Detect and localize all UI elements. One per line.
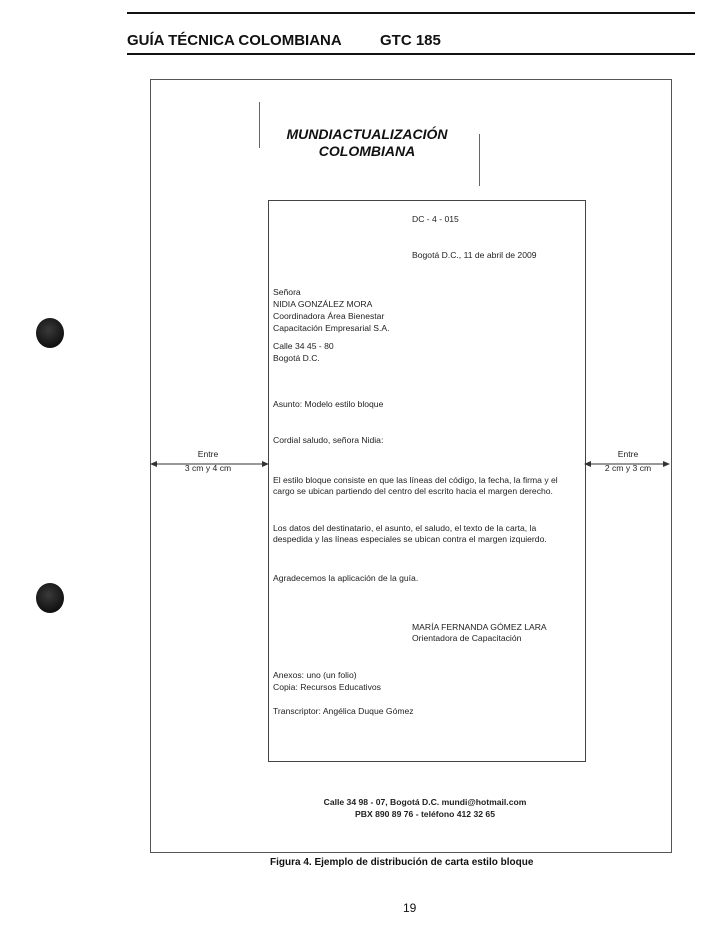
header-bottom-rule <box>127 53 695 55</box>
letter-subject: Asunto: Modelo estilo bloque <box>273 399 384 409</box>
letter-transcriber: Transcriptor: Angélica Duque Gómez <box>273 706 414 716</box>
company-right-bar <box>479 134 480 186</box>
binder-hole-top <box>36 318 64 348</box>
footer-address-line2: PBX 890 89 76 - teléfono 412 32 65 <box>355 809 495 819</box>
footer-address-line1: Calle 34 98 - 07, Bogotá D.C. mundi@hotmail.com <box>323 797 527 807</box>
letter-date: Bogotá D.C., 11 de abril de 2009 <box>412 250 537 260</box>
company-left-bar <box>259 102 260 148</box>
company-footer-address <box>290 796 560 820</box>
signer-position: Orientadora de Capacitación <box>412 633 522 643</box>
right-margin-label <box>588 449 668 473</box>
header-top-rule <box>127 12 695 14</box>
header-code: GTC 185 <box>380 32 441 49</box>
letter-copy: Copia: Recursos Educativos <box>273 682 381 692</box>
letter-paragraph-2: Los datos del destinatario, el asunto, el saludo, el texto de la carta, la despedida y las líneas especiales se ubican contra el margen izquierdo. <box>273 523 547 544</box>
company-name-line1: MUNDIACTUALIZACIÓN <box>286 126 448 142</box>
figure-caption: Figura 4. Ejemplo de distribución de carta estilo bloque <box>270 857 534 868</box>
company-name <box>262 126 472 160</box>
letter-greeting: Cordial saludo, señora Nidia: <box>273 435 384 445</box>
recipient-title: Señora <box>273 287 301 297</box>
left-margin-label-line1: Entre <box>197 449 219 459</box>
recipient-city: Bogotá D.C. <box>273 353 320 363</box>
page-number: 19 <box>403 901 417 915</box>
letter-code: DC - 4 - 015 <box>412 214 459 224</box>
recipient-name: NIDIA GONZÁLEZ MORA <box>273 299 373 309</box>
left-margin-label-line2: 3 cm y 4 cm <box>184 463 232 473</box>
right-margin-label-line1: Entre <box>617 449 639 459</box>
right-margin-label-line2: 2 cm y 3 cm <box>604 463 652 473</box>
header-title: GUÍA TÉCNICA COLOMBIANA <box>127 32 342 49</box>
letter-closing: Agradecemos la aplicación de la guía. <box>273 573 419 583</box>
letter-paragraph-1: El estilo bloque consiste en que las líneas del código, la fecha, la firma y el cargo se ubican partiendo del centro del escrito hacia el margen derecho. <box>273 475 558 496</box>
recipient-address: Calle 34 45 - 80 <box>273 341 334 351</box>
letter-annexes: Anexos: uno (un folio) <box>273 670 357 680</box>
company-name-line2: COLOMBIANA <box>318 143 416 159</box>
recipient-company: Capacitación Empresarial S.A. <box>273 323 390 333</box>
left-margin-label <box>168 449 248 473</box>
signer-name: MARÍA FERNANDA GÓMEZ LARA <box>412 622 547 632</box>
binder-hole-bottom <box>36 583 64 613</box>
recipient-position: Coordinadora Área Bienestar <box>273 311 385 321</box>
